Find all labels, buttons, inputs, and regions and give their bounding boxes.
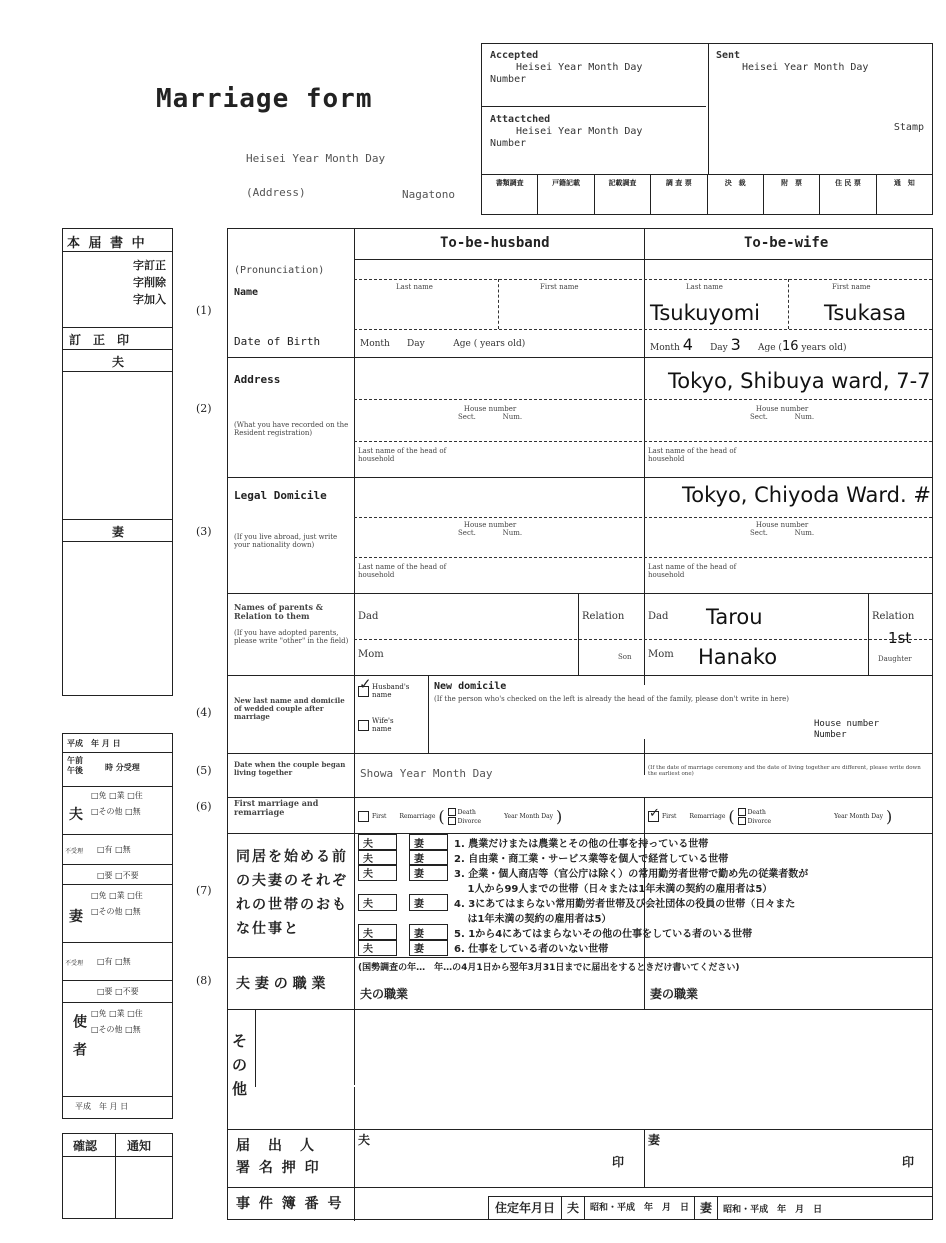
domicile-row-label: Legal Domicile [234,489,327,502]
wife-work-box[interactable]: 妻 [409,924,448,941]
correction-title: 本 届 書 中 [67,236,147,251]
work-type-label: 同居を始める前の夫妻のそれぞれの世帯のおもな仕事と [236,849,348,937]
wife-domicile: Tokyo, Chiyoda Ward. # [682,483,931,507]
statistics-panel: 平成 年 月 日 午前 午後 時 分受理 夫 □免 □業 □住 □その他 □無 不受理 □有 □無 □要 □不要 妻 □免 □業 □住 □その他 □無 不受理 □有 □無 □要 □不要 使者 □免 □業 □住 □その他 □無 平成 年 月 日 [62,733,173,1119]
city-label: Nagatono [402,188,455,201]
wife-work-box[interactable]: 妻 [409,864,448,881]
row-number-7: (7) [196,884,212,897]
wife-column-header: To-be-wife [744,235,829,251]
pronunciation-label: (Pronunciation) [234,265,325,276]
stats-time: 時 分受理 [105,763,140,772]
address-label: (Address) [246,186,306,199]
office-check-5: 決 裁 [708,174,764,214]
work-type-item: は1年未満の契約の雇用者は5） [454,914,612,925]
wife-address: Tokyo, Shibuya ward, 7-7 [668,369,931,393]
signature-label: 届 出 人 署 名 押 印 [236,1138,321,1176]
confirm-notify-box [62,1133,173,1219]
office-check-2: 戸籍記載 [538,174,594,214]
residence-date-strip: 住定年月日 夫 昭和・平成 年 月 日 妻 昭和・平成 年 月 日 [488,1196,933,1220]
main-form: To-be-husband To-be-wife (Pronunciation) Name Date of Birth Last name First name Last name First name Tsukuyomi Tsukasa Month Day Age ( years old) Month 4 Day 3 Age (16 years old) Address (What you have recorded on the Resident registration) Tokyo, Shibuya ward, 7-7 House number Sect. Num. House number Sect. Num. Last name of the head of household Last name of the head of household Legal Domicile (If you live abroad, just write your nationality down) Tokyo, Chiyoda Ward. # House number Sect. Num. House number Sect. Num. Last name of the head of household Last name of the head of household Names of parents & Relation to them (If you have adopted parents, please write "other" in the field) Dad Mom Relation Son Dad Mom Tarou Hanako Relation 1st Daughter New last name and domicile of wedded couple after marriage ✓ Husband's name Wife's name New domicile (If the person who's checked on the left is already the head of the family, please don't write in here) House number Number Date when the couple began living together Showa Year Month Day (If the date of marriage ceremony and the date of living together are different, please write down the earliest one) First marriage and remarriage First Remarriage ( Death Divorce Year Month Day ) ✓ First Remarriage ( Death Divorce Year Month Day ) 同居を始める前の夫妻のそれぞれの世帯のおもな仕事と 夫 妻 1. 農業だけまたは農業とその他の仕事を持っている世帯 夫 妻 2. 自由業・商工業・サービス業等を個人で経営している世帯 夫 妻 3. 企業・個人商店等（官公庁は除く）の常用勤労者世帯で勤め先の従業者数が 1人から99人までの世帯（日々または1年未満の契約の雇用者は5） 夫 妻 4. 3にあてはまらない常用勤労者世帯及び会社団体の役員の世帯（日々また は1年未満の契約の雇用者は5） 夫 妻 5. 1から4にあてはまらないその他の仕事をしている者のいる世帯 夫 妻 6. 仕事をしている者のいない世帯 夫 妻 の 職 業 (国勢調査の年… 年…の4月1日から翌年3月31日までに届出をするときだけ書いてください) 夫の職業 妻の職業 その他 届 出 人 署 名 押 印 夫 印 妻 印 事 件 簿 番 号 [227,228,933,1220]
office-check-1: 書類調査 [482,174,538,214]
notify-label: 通知 [127,1139,152,1153]
office-box [481,43,933,215]
checkmark-icon: ✓ [359,674,372,693]
dob-label: Date of Birth [234,335,321,348]
accepted-number: Number [490,74,527,85]
correction-items: 字訂正 字削除 字加入 [133,259,166,306]
seal-label: 訂 正 印 [69,333,130,347]
husband-work-box[interactable]: 夫 [358,849,397,866]
wife-relation: 1st [888,629,912,647]
husband-work-box[interactable]: 夫 [358,834,397,851]
stats-messenger: 使者 [71,1014,87,1070]
work-type-item: 1人から99人までの世帯（日々または1年未満の契約の雇用者は5） [454,884,773,895]
wife-dob: Month 4 Day 3 Age (16 years old) [650,335,847,354]
work-type-list [358,835,928,955]
other-label: その他 [232,1032,248,1098]
row-number-8: (8) [196,974,212,987]
stats-husband-mark: 夫 [69,807,83,823]
husband-work-box[interactable]: 夫 [358,924,397,941]
husband-marriage-status: First Remarriage ( Death Divorce Year Month Day ) [358,807,562,826]
office-check-7: 住 民 票 [820,174,876,214]
husband-seal-label: 夫 [112,355,125,369]
wife-work-box[interactable]: 妻 [409,834,448,851]
husband-column-header: To-be-husband [440,235,550,251]
wife-first-checkbox[interactable]: ✓ [649,806,660,821]
wife-seal-label: 妻 [112,525,125,539]
address-row-label: Address [234,373,281,386]
husband-work-box[interactable]: 夫 [358,939,397,956]
wife-first-name: Tsukasa [824,301,907,325]
form-title: Marriage form [156,84,373,114]
work-type-item: 夫 妻 1. 農業だけまたは農業とその他の仕事を持っている世帯 [358,835,928,850]
office-check-4: 調 査 票 [651,174,707,214]
husband-work-box[interactable]: 夫 [358,864,397,881]
name-label: Name [234,287,259,298]
wife-dad: Tarou [706,605,763,629]
accepted-date: Heisei Year Month Day [516,62,643,73]
husband-work-box[interactable]: 夫 [358,894,397,911]
work-type-item: 夫 妻 6. 仕事をしている者のいない世帯 [358,940,928,955]
case-number-label: 事 件 簿 番 号 [236,1196,344,1212]
wife-work-box[interactable]: 妻 [409,894,448,911]
wife-work-box[interactable]: 妻 [409,939,448,956]
attached-label: Attactched [490,114,551,125]
work-type-item: 夫 妻 4. 3にあてはまらない常用勤労者世帯及び会社団体の役員の世帯（日々また [358,895,928,910]
wife-last-name: Tsukuyomi [650,301,760,325]
wifes-name-checkbox[interactable] [358,720,369,731]
work-type-item: 夫 妻 3. 企業・個人商店等（官公庁は除く）の常用勤労者世帯で勤め先の従業者数が [358,865,928,880]
stamp-label: Stamp [893,122,924,133]
accepted-label: Accepted [490,50,539,61]
office-check-8: 通 知 [893,179,915,187]
work-type-item: 夫 妻 5. 1から4にあてはまらないその他の仕事をしている者のいる世帯 [358,925,928,940]
row-number-3: (3) [196,525,212,538]
stats-wife-mark: 妻 [69,909,83,925]
row-number-1: (1) [196,304,212,317]
row-number-6: (6) [196,800,212,813]
row-number-4: (4) [196,706,212,719]
wife-occupation: 妻の職業 [650,987,699,1001]
sent-date: Heisei Year Month Day [742,62,869,73]
office-check-3: 記載調査 [595,174,651,214]
attached-date: Heisei Year Month Day [516,126,643,137]
husbands-name-checkbox[interactable] [358,674,372,697]
wife-marriage-status: ✓ First Remarriage ( Death Divorce Year Month Day ) [649,806,893,826]
wife-work-box[interactable]: 妻 [409,849,448,866]
husband-occupation: 夫の職業 [360,987,409,1001]
stats-date: 平成 年 月 日 [67,739,121,748]
office-check-row [482,174,932,214]
work-type-item: 夫 妻 2. 自由業・商工業・サービス業等を個人で経営している世帯 [358,850,928,865]
husband-first-checkbox[interactable] [358,811,369,822]
row-number-2: (2) [196,402,212,415]
occupation-label: 夫 妻 の 職 業 [236,976,326,992]
wife-mom: Hanako [698,645,778,669]
heisei-date-line: Heisei Year Month Day [246,152,386,165]
confirm-label: 確認 [73,1139,98,1153]
row-number-5: (5) [196,764,212,777]
office-check-6: 附 票 [764,174,820,214]
attached-number: Number [490,138,527,149]
sent-label: Sent [716,50,741,61]
correction-panel [62,228,173,696]
